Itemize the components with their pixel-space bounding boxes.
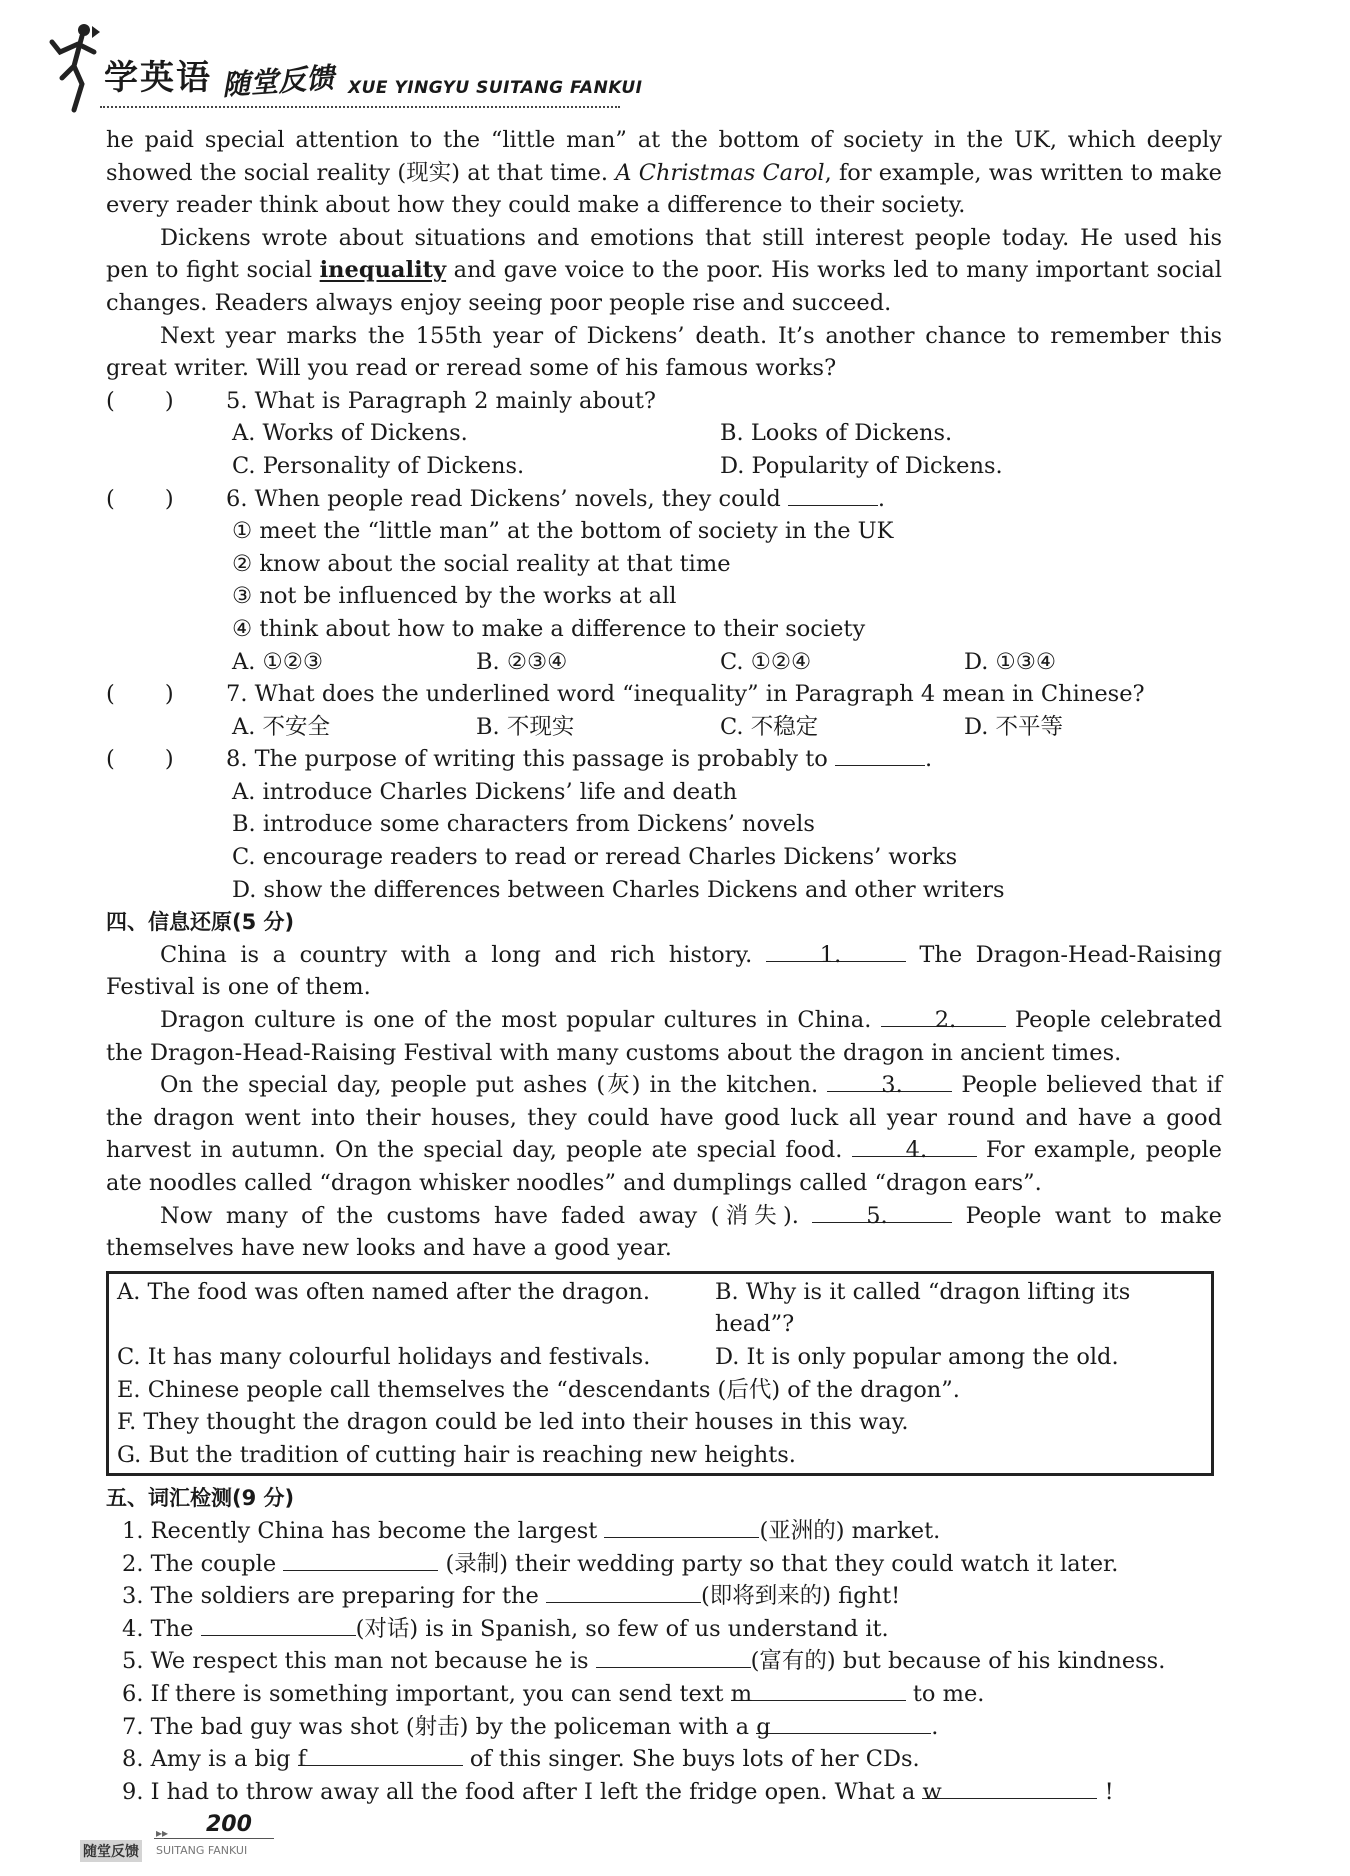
item-text: (录制) their wedding party so that they could watch it later.	[438, 1550, 1119, 1577]
item-text: (富有的) but because of his kindness.	[750, 1648, 1166, 1675]
vocab-item-6	[106, 1678, 1222, 1711]
item-text: .	[931, 1713, 939, 1740]
item-text: 3. The soldiers are preparing for the	[122, 1583, 546, 1610]
answer-blank[interactable]	[283, 1548, 438, 1571]
paragraph-text: The Dragon-Head-Raising Festival is one of them.	[106, 941, 1222, 1001]
item-text: (亚洲的) market.	[759, 1517, 941, 1544]
item-text: 6. If there is something important, you can send text	[122, 1680, 731, 1707]
item-text: 9. I had to throw away all the food after I left the fridge open. What a	[122, 1778, 923, 1805]
option-b: B. Looks of Dickens.	[720, 420, 953, 447]
question-text: 5. What is Paragraph 2 mainly about?	[226, 387, 656, 414]
vocab-item-3	[106, 1580, 1222, 1613]
first-letter-hint: f	[297, 1746, 307, 1773]
item-text: 1. Recently China has become the largest	[122, 1517, 605, 1544]
footer-rule	[154, 1838, 274, 1839]
answer-blank-4[interactable]	[852, 1134, 977, 1164]
option-a: A. The food was often named after the dragon.	[117, 1278, 651, 1305]
paragraph-text: For example, people ate noodles called “dragon whisker noodles” and dumplings called “dragon ears”.	[106, 1137, 1222, 1196]
option-b: B. 不现实	[476, 713, 575, 740]
book-title: A Christmas Carol	[615, 159, 825, 186]
reading-paragraph	[106, 124, 1222, 222]
option-d: D. Popularity of Dickens.	[720, 452, 1003, 479]
statement-3: ③ not be influenced by the works at all	[232, 583, 677, 610]
option-e: E. Chinese people call themselves the “descendants (后代) of the dragon”.	[117, 1376, 960, 1403]
option-a: A. introduce Charles Dickens’ life and death	[232, 778, 738, 805]
vocab-item-7	[106, 1711, 1222, 1744]
question-6-options	[106, 646, 1222, 679]
brand-title-cn: 学英语	[104, 58, 212, 98]
runner-logo-icon	[48, 22, 106, 114]
page-content	[106, 124, 1222, 1808]
option-c: C. It has many colourful holidays and festivals.	[117, 1343, 651, 1370]
cloze-paragraph	[106, 1069, 1222, 1199]
paragraph-text: People want to make themselves have new looks and have a good year.	[106, 1202, 1222, 1262]
item-text: 2. The couple	[122, 1550, 284, 1577]
item-text: 5. We respect this man not because he is	[122, 1648, 596, 1675]
brand-title-script: 随堂反馈	[221, 61, 336, 102]
underlined-word: inequality	[319, 257, 447, 284]
footer-brand-cn: 随堂反馈	[80, 1840, 142, 1862]
header-dotted-rule	[100, 106, 620, 108]
item-text: (对话) is in Spanish, so few of us understand it.	[355, 1615, 889, 1642]
first-letter-hint: g	[756, 1713, 771, 1740]
question-5	[106, 385, 1222, 418]
answer-blank[interactable]	[730, 1678, 906, 1707]
option-d: D. 不平等	[964, 713, 1064, 740]
option-c: C. Personality of Dickens.	[232, 452, 525, 479]
paragraph-text: People celebrated the Dragon-Head-Raising Festival with many customs about the dragon in ancient times.	[106, 1007, 1222, 1066]
item-text: 7. The bad guy was shot (射击) by the policeman with a	[122, 1713, 757, 1740]
option-b: B. Why is it called “dragon lifting its head”?	[715, 1278, 1131, 1338]
statement-4: ④ think about how to make a difference to their society	[232, 615, 866, 642]
paragraph-text: Dragon culture is one of the most popular cultures in China.	[160, 1007, 881, 1034]
answer-bracket[interactable]: ( )	[106, 681, 174, 708]
question-text-part: .	[924, 746, 933, 773]
answer-blank[interactable]	[596, 1645, 751, 1668]
paragraph-text: and gave voice to the poor. His works led to many important social changes. Readers always enjoy seeing poor people rise and succeed.	[106, 257, 1222, 316]
answer-blank-2[interactable]	[881, 1004, 1006, 1034]
option-c: C. 不稳定	[720, 713, 819, 740]
answer-blank[interactable]	[835, 743, 925, 766]
vocab-item-2	[106, 1548, 1222, 1581]
cloze-paragraph	[106, 939, 1222, 1004]
answer-bracket[interactable]: ( )	[106, 387, 174, 414]
option-b: B. introduce some characters from Dickens’ novels	[232, 811, 815, 838]
answer-blank[interactable]	[297, 1743, 463, 1773]
paragraph-text: , for example, was written to make every reader think about how they could make a difference to their society.	[106, 159, 1222, 219]
paragraph-text: Dickens wrote about situations and emotions that still interest people today. He used his pen to fight social	[106, 224, 1222, 284]
option-d: D. It is only popular among the old.	[715, 1343, 1119, 1370]
first-letter-hint: w	[922, 1778, 942, 1805]
option-d: D. show the differences between Charles Dickens and other writers	[232, 876, 1005, 903]
answer-blank[interactable]	[604, 1515, 759, 1538]
vocab-item-1	[106, 1515, 1222, 1548]
blank-number: 4.	[905, 1137, 928, 1164]
item-text: 8. Amy is a big	[122, 1746, 298, 1773]
item-text: of this singer. She buys lots of her CDs.	[462, 1746, 920, 1773]
answer-blank[interactable]	[546, 1580, 701, 1603]
question-text	[226, 743, 1222, 776]
statement-1: ① meet the “little man” at the bottom of society in the UK	[232, 518, 894, 545]
options-box	[106, 1271, 1214, 1477]
options-row	[117, 1276, 1203, 1341]
item-text: 4. The	[122, 1615, 201, 1642]
answer-bracket[interactable]: ( )	[106, 746, 174, 773]
blank-number: 2.	[934, 1007, 957, 1034]
question-6	[106, 483, 1222, 516]
paragraph-text: he paid special attention to the “little man” at the bottom of society in the UK, which deeply showed the social reality (现实) at that time.	[106, 127, 1222, 186]
vocab-item-8	[106, 1743, 1222, 1776]
answer-blank-5[interactable]	[812, 1200, 952, 1229]
footer-brand-en: SUITANG FANKUI	[156, 1844, 248, 1857]
answer-blank[interactable]	[756, 1711, 931, 1740]
question-text-part: 6. When people read Dickens’ novels, they could	[226, 485, 781, 512]
answer-blank-3[interactable]	[827, 1069, 952, 1099]
section-4-title: 四、信息还原(5 分)	[106, 910, 295, 935]
brand-title-en: XUE YINGYU SUITANG FANKUI	[348, 78, 643, 98]
item-text: (即将到来的) fight!	[700, 1583, 901, 1610]
answer-bracket[interactable]: ( )	[106, 485, 174, 512]
blank-number: 3.	[881, 1072, 903, 1099]
paragraph-text: People believed that if the dragon went into their houses, they could have good luck all year round and have a good harvest in autumn. On the special day, people ate special food.	[106, 1072, 1222, 1164]
vocab-item-5	[106, 1645, 1222, 1678]
blank-number: 5.	[866, 1202, 888, 1229]
option-d: D. ①③④	[964, 648, 1057, 675]
item-text: to me.	[905, 1680, 985, 1707]
footer-arrows-icon: ▸▸	[156, 1826, 169, 1840]
vocab-item-9	[106, 1776, 1222, 1809]
cloze-paragraph	[106, 1200, 1222, 1265]
vocab-item-4	[106, 1613, 1222, 1646]
item-text: !	[1097, 1778, 1114, 1805]
blank-number: 1.	[819, 941, 842, 968]
option-c: C. ①②④	[720, 648, 812, 675]
option-f: F. They thought the dragon could be led into their houses in this way.	[117, 1409, 909, 1436]
reading-paragraph: Next year marks the 155th year of Dickens’ death. It’s another chance to remember this great writer. Will you read or reread some of his famous works?	[106, 322, 1222, 382]
paragraph-text: On the special day, people put ashes (灰) in the kitchen.	[160, 1072, 828, 1099]
cloze-paragraph	[106, 1004, 1222, 1069]
option-g: G. But the tradition of cutting hair is reaching new heights.	[117, 1441, 796, 1468]
question-text-part: .	[877, 485, 886, 512]
paragraph-text: Now many of the customs have faded away (消失).	[160, 1202, 813, 1229]
options-row	[117, 1341, 1203, 1374]
question-7	[106, 678, 1222, 711]
answer-blank[interactable]	[922, 1776, 1097, 1805]
page-number: 200	[206, 1812, 252, 1837]
question-text	[226, 483, 1222, 516]
section-5-title: 五、词汇检测(9 分)	[106, 1486, 295, 1511]
option-b: B. ②③④	[476, 648, 568, 675]
question-7-options	[106, 711, 1222, 744]
reading-paragraph	[106, 222, 1222, 320]
option-a: A. Works of Dickens.	[232, 420, 468, 447]
paragraph-text: China is a country with a long and rich history.	[160, 941, 766, 968]
answer-blank[interactable]	[201, 1613, 356, 1636]
first-letter-hint: m	[730, 1680, 753, 1707]
question-8	[106, 743, 1222, 776]
question-text-part: 8. The purpose of writing this passage is probably to	[226, 746, 828, 773]
statement-2: ② know about the social reality at that time	[232, 550, 731, 577]
question-5-options	[106, 417, 1222, 482]
answer-blank-1[interactable]	[766, 939, 906, 968]
answer-blank[interactable]	[788, 483, 878, 506]
question-text: 7. What does the underlined word “inequality” in Paragraph 4 mean in Chinese?	[226, 681, 1145, 708]
option-a: A. 不安全	[232, 713, 331, 740]
option-a: A. ①②③	[232, 648, 324, 675]
option-c: C. encourage readers to read or reread Charles Dickens’ works	[232, 844, 958, 871]
